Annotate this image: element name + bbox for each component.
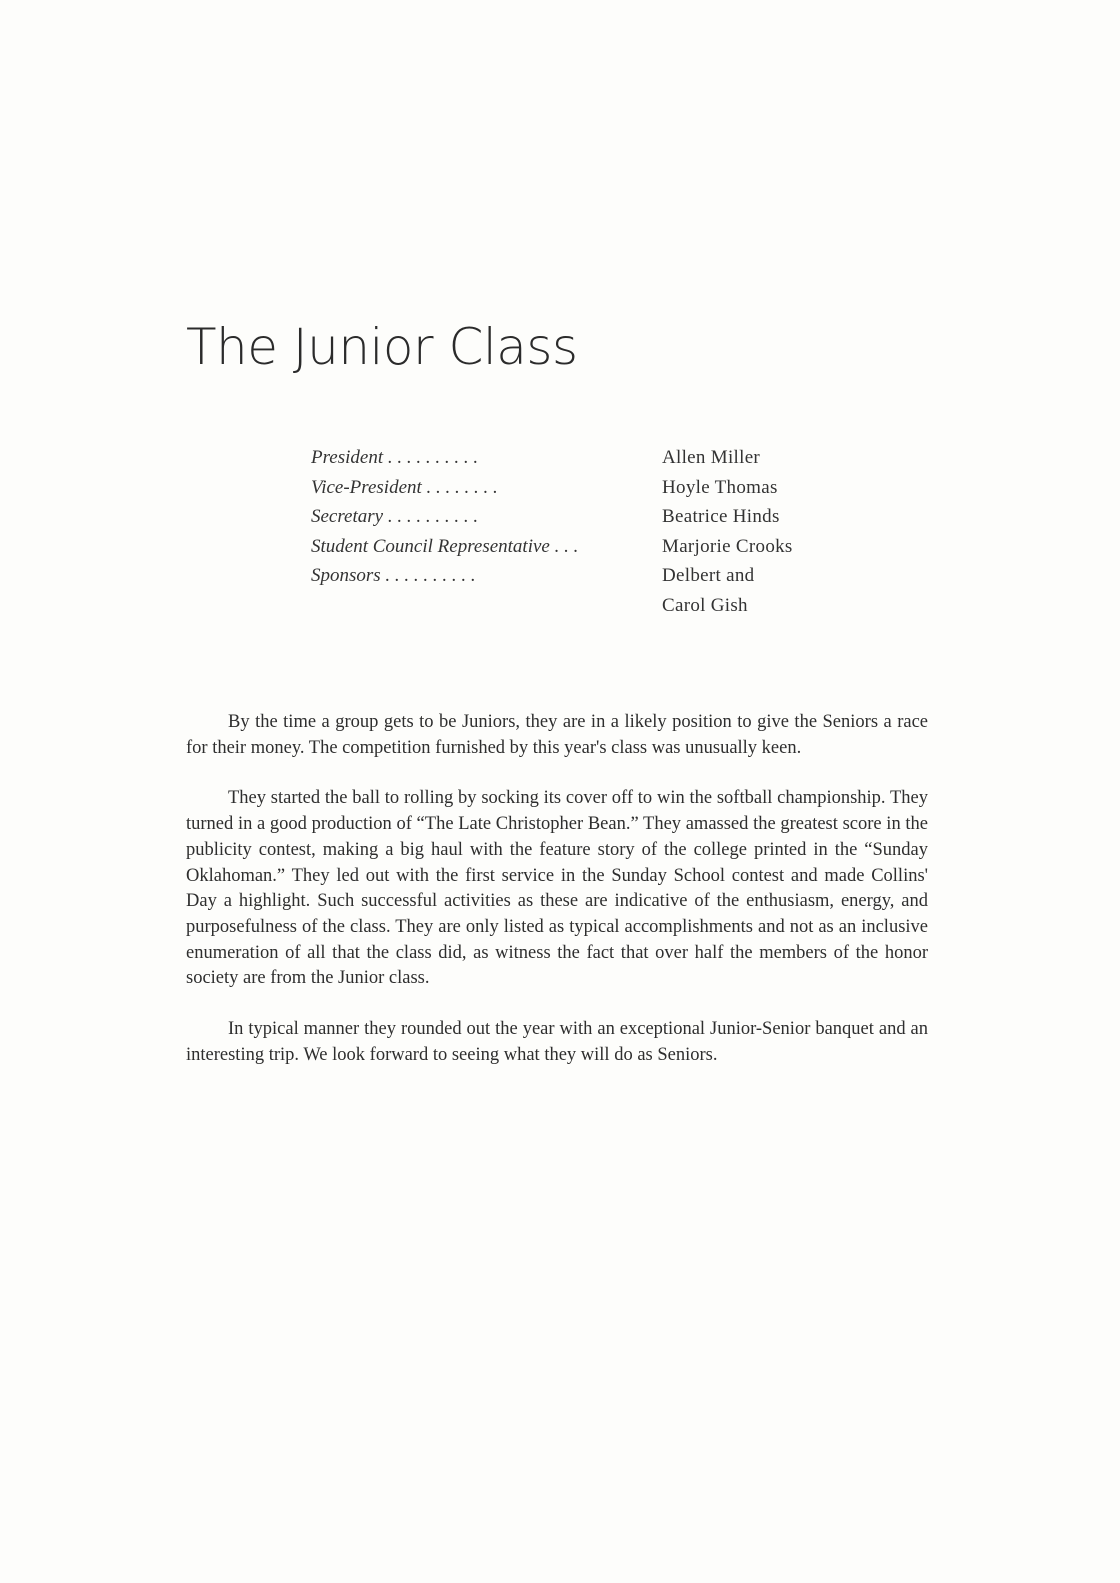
- officer-row-president: [311, 443, 871, 473]
- officer-name: Hoyle Thomas: [662, 476, 778, 498]
- officer-row-secretary: [311, 502, 871, 532]
- officer-name: Allen Miller: [662, 447, 761, 468]
- page-title: The Junior Class: [186, 318, 578, 376]
- officer-role: Secretary . . . . . . . . . .: [311, 506, 479, 527]
- paragraph: They started the ball to rolling by socking its cover off to win the softball championship. They turned in a good production of “The Late Christopher Bean.” They amassed the greatest score in the publicity contest, making a big haul with the feature story of the college printed in the “Sunday Oklahoman.” They led out with the first service in the Sunday School contest and made Collins' Day a highlight. Such successful activities as these are indicative of the enthusiasm, energy, and purposefulness of the class. They are only listed as typical accomplishments and not as an inclusive enumeration of all that the class did, as witness the fact that over half the members of the honor society are from the Junior class.: [186, 788, 928, 989]
- officer-role: Student Council Representative . . .: [311, 535, 579, 557]
- officer-row-sponsors: [311, 561, 871, 620]
- officer-name: Beatrice Hinds: [662, 506, 780, 527]
- officers-list: [311, 443, 871, 620]
- officer-role: Sponsors . . . . . . . . . .: [311, 565, 476, 586]
- body-text: [186, 710, 928, 1093]
- paragraph: By the time a group gets to be Juniors, they are in a likely position to give the Seniors a race for their money. The competition furnished by this year's class was unusually keen.: [186, 712, 928, 758]
- officer-role: Vice-President . . . . . . . .: [311, 476, 498, 498]
- officer-role: President . . . . . . . . . .: [311, 447, 479, 468]
- officer-name: Delbert and Carol Gish: [662, 565, 755, 616]
- officer-name: Marjorie Crooks: [662, 535, 793, 557]
- paragraph: In typical manner they rounded out the year with an exceptional Junior-Senior banquet and an interesting trip. We look forward to seeing what they will do as Seniors.: [186, 1019, 928, 1065]
- officer-row-student-council: [311, 532, 871, 562]
- officer-row-vice-president: [311, 473, 871, 503]
